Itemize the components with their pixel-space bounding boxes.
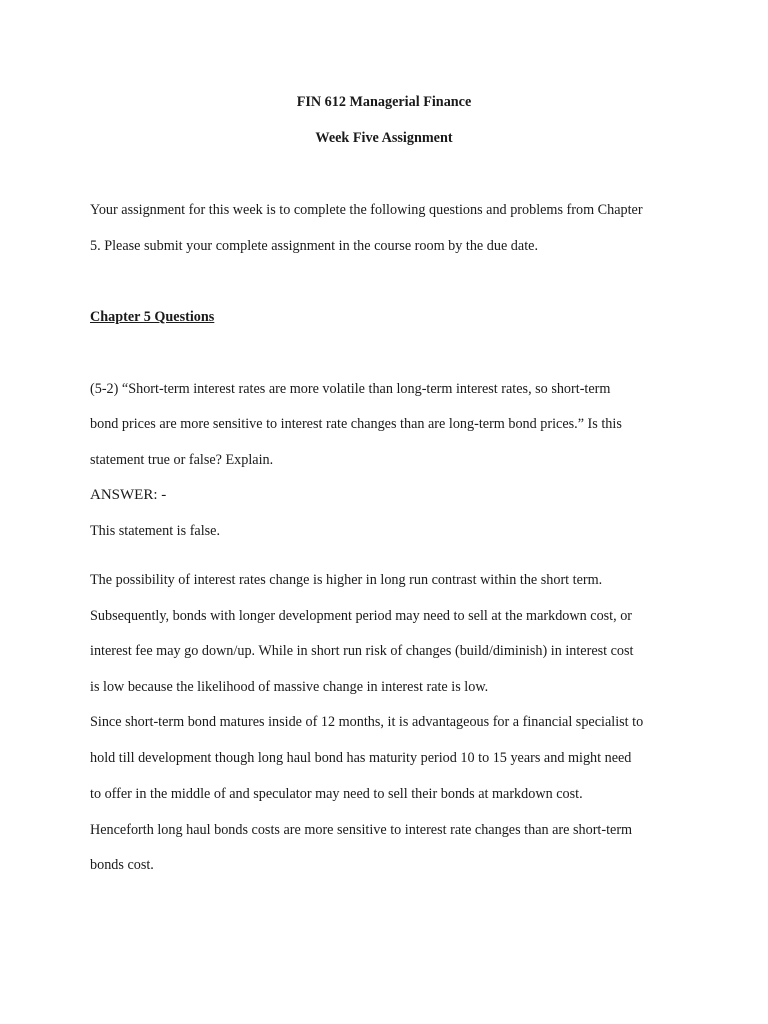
answer-line: is low because the likelihood of massive change in interest rate is low.: [90, 679, 489, 695]
section-heading: Chapter 5 Questions: [90, 309, 215, 325]
question-line: (5-2) “Short-term interest rates are more volatile than long-term interest rates, so short-term: [90, 381, 611, 397]
question-line: statement true or false? Explain.: [90, 452, 274, 468]
answer-label: ANSWER: -: [90, 487, 167, 503]
answer-line: hold till development though long haul bond has maturity period 10 to 15 years and might need: [90, 750, 632, 766]
question-line: bond prices are more sensitive to interest rate changes than are long-term bond prices.” Is this: [90, 416, 622, 432]
answer-line: The possibility of interest rates change is higher in long run contrast within the short term.: [90, 572, 603, 588]
intro-line: Your assignment for this week is to complete the following questions and problems from Chapter: [90, 202, 643, 218]
answer-line: Henceforth long haul bonds costs are more sensitive to interest rate changes than are short-term: [90, 822, 633, 838]
answer-line: Subsequently, bonds with longer development period may need to sell at the markdown cost, or: [90, 608, 633, 624]
course-title: FIN 612 Managerial Finance: [296, 94, 472, 110]
assignment-title: Week Five Assignment: [315, 130, 453, 146]
answer-line: interest fee may go down/up. While in short run risk of changes (build/diminish) in interest cost: [90, 643, 634, 659]
answer-statement: This statement is false.: [90, 523, 221, 539]
intro-line: 5. Please submit your complete assignment in the course room by the due date.: [90, 238, 538, 254]
answer-line: to offer in the middle of and speculator may need to sell their bonds at markdown cost.: [90, 786, 583, 802]
answer-line: Since short-term bond matures inside of 12 months, it is advantageous for a financial specialist to: [90, 714, 644, 730]
answer-line: bonds cost.: [90, 857, 154, 873]
